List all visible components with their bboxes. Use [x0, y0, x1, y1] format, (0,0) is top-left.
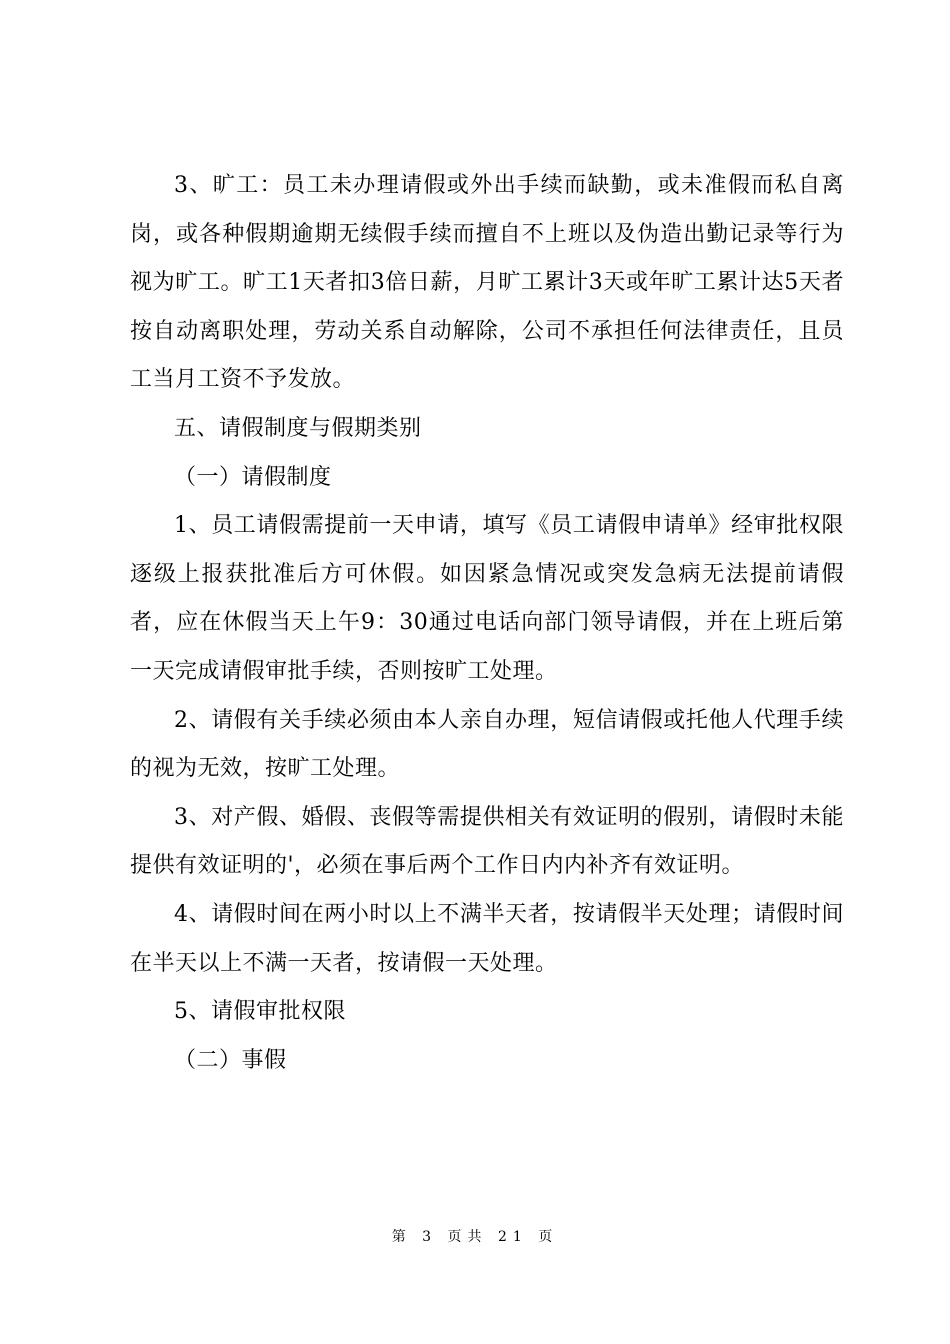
section-heading-leave-system: 五、请假制度与假期类别 [174, 415, 422, 441]
page-number-footer: 第 3 页共 21 页 [391, 1229, 559, 1245]
item-heading-approval-authority: 5、请假审批权限 [174, 999, 346, 1025]
subsection-heading-leave-policy: （一）请假制度 [174, 464, 332, 490]
paragraph-leave-in-person: 2、请假有关手续必须由本人亲自办理，短信请假或托他人代理手续的视为无效，按旷工处理。 [130, 707, 844, 782]
document-body [130, 162, 844, 1085]
paragraph-leave-duration: 4、请假时间在两小时以上不满半天者，按请假半天处理；请假时间在半天以上不满一天者，按请假一天处理。 [130, 901, 844, 976]
paragraph-leave-application: 1、员工请假需提前一天申请，填写《员工请假申请单》经审批权限逐级上报获批准后方可休假。如因紧急情况或突发急病无法提前请假者，应在休假当天上午9：30通过电话向部门领导请假，并在上班后第一天完成请假审批手续，否则按旷工处理。 [130, 513, 844, 684]
paragraph-leave-proof: 3、对产假、婚假、丧假等需提供相关有效证明的假别，请假时未能提供有效证明的'，必须在事后两个工作日内内补齐有效证明。 [130, 804, 844, 879]
paragraph-absenteeism: 3、旷工：员工未办理请假或外出手续而缺勤，或未准假而私自离岗，或各种假期逾期无续假手续而擅自不上班以及伪造出勤记录等行为视为旷工。旷工1天者扣3倍日薪，月旷工累计3天或年旷工累计达5天者按自动离职处理，劳动关系自动解除，公司不承担任何法律责任，且员工当月工资不予发放。 [130, 173, 844, 393]
subsection-heading-personal-leave: （二）事假 [174, 1047, 287, 1073]
